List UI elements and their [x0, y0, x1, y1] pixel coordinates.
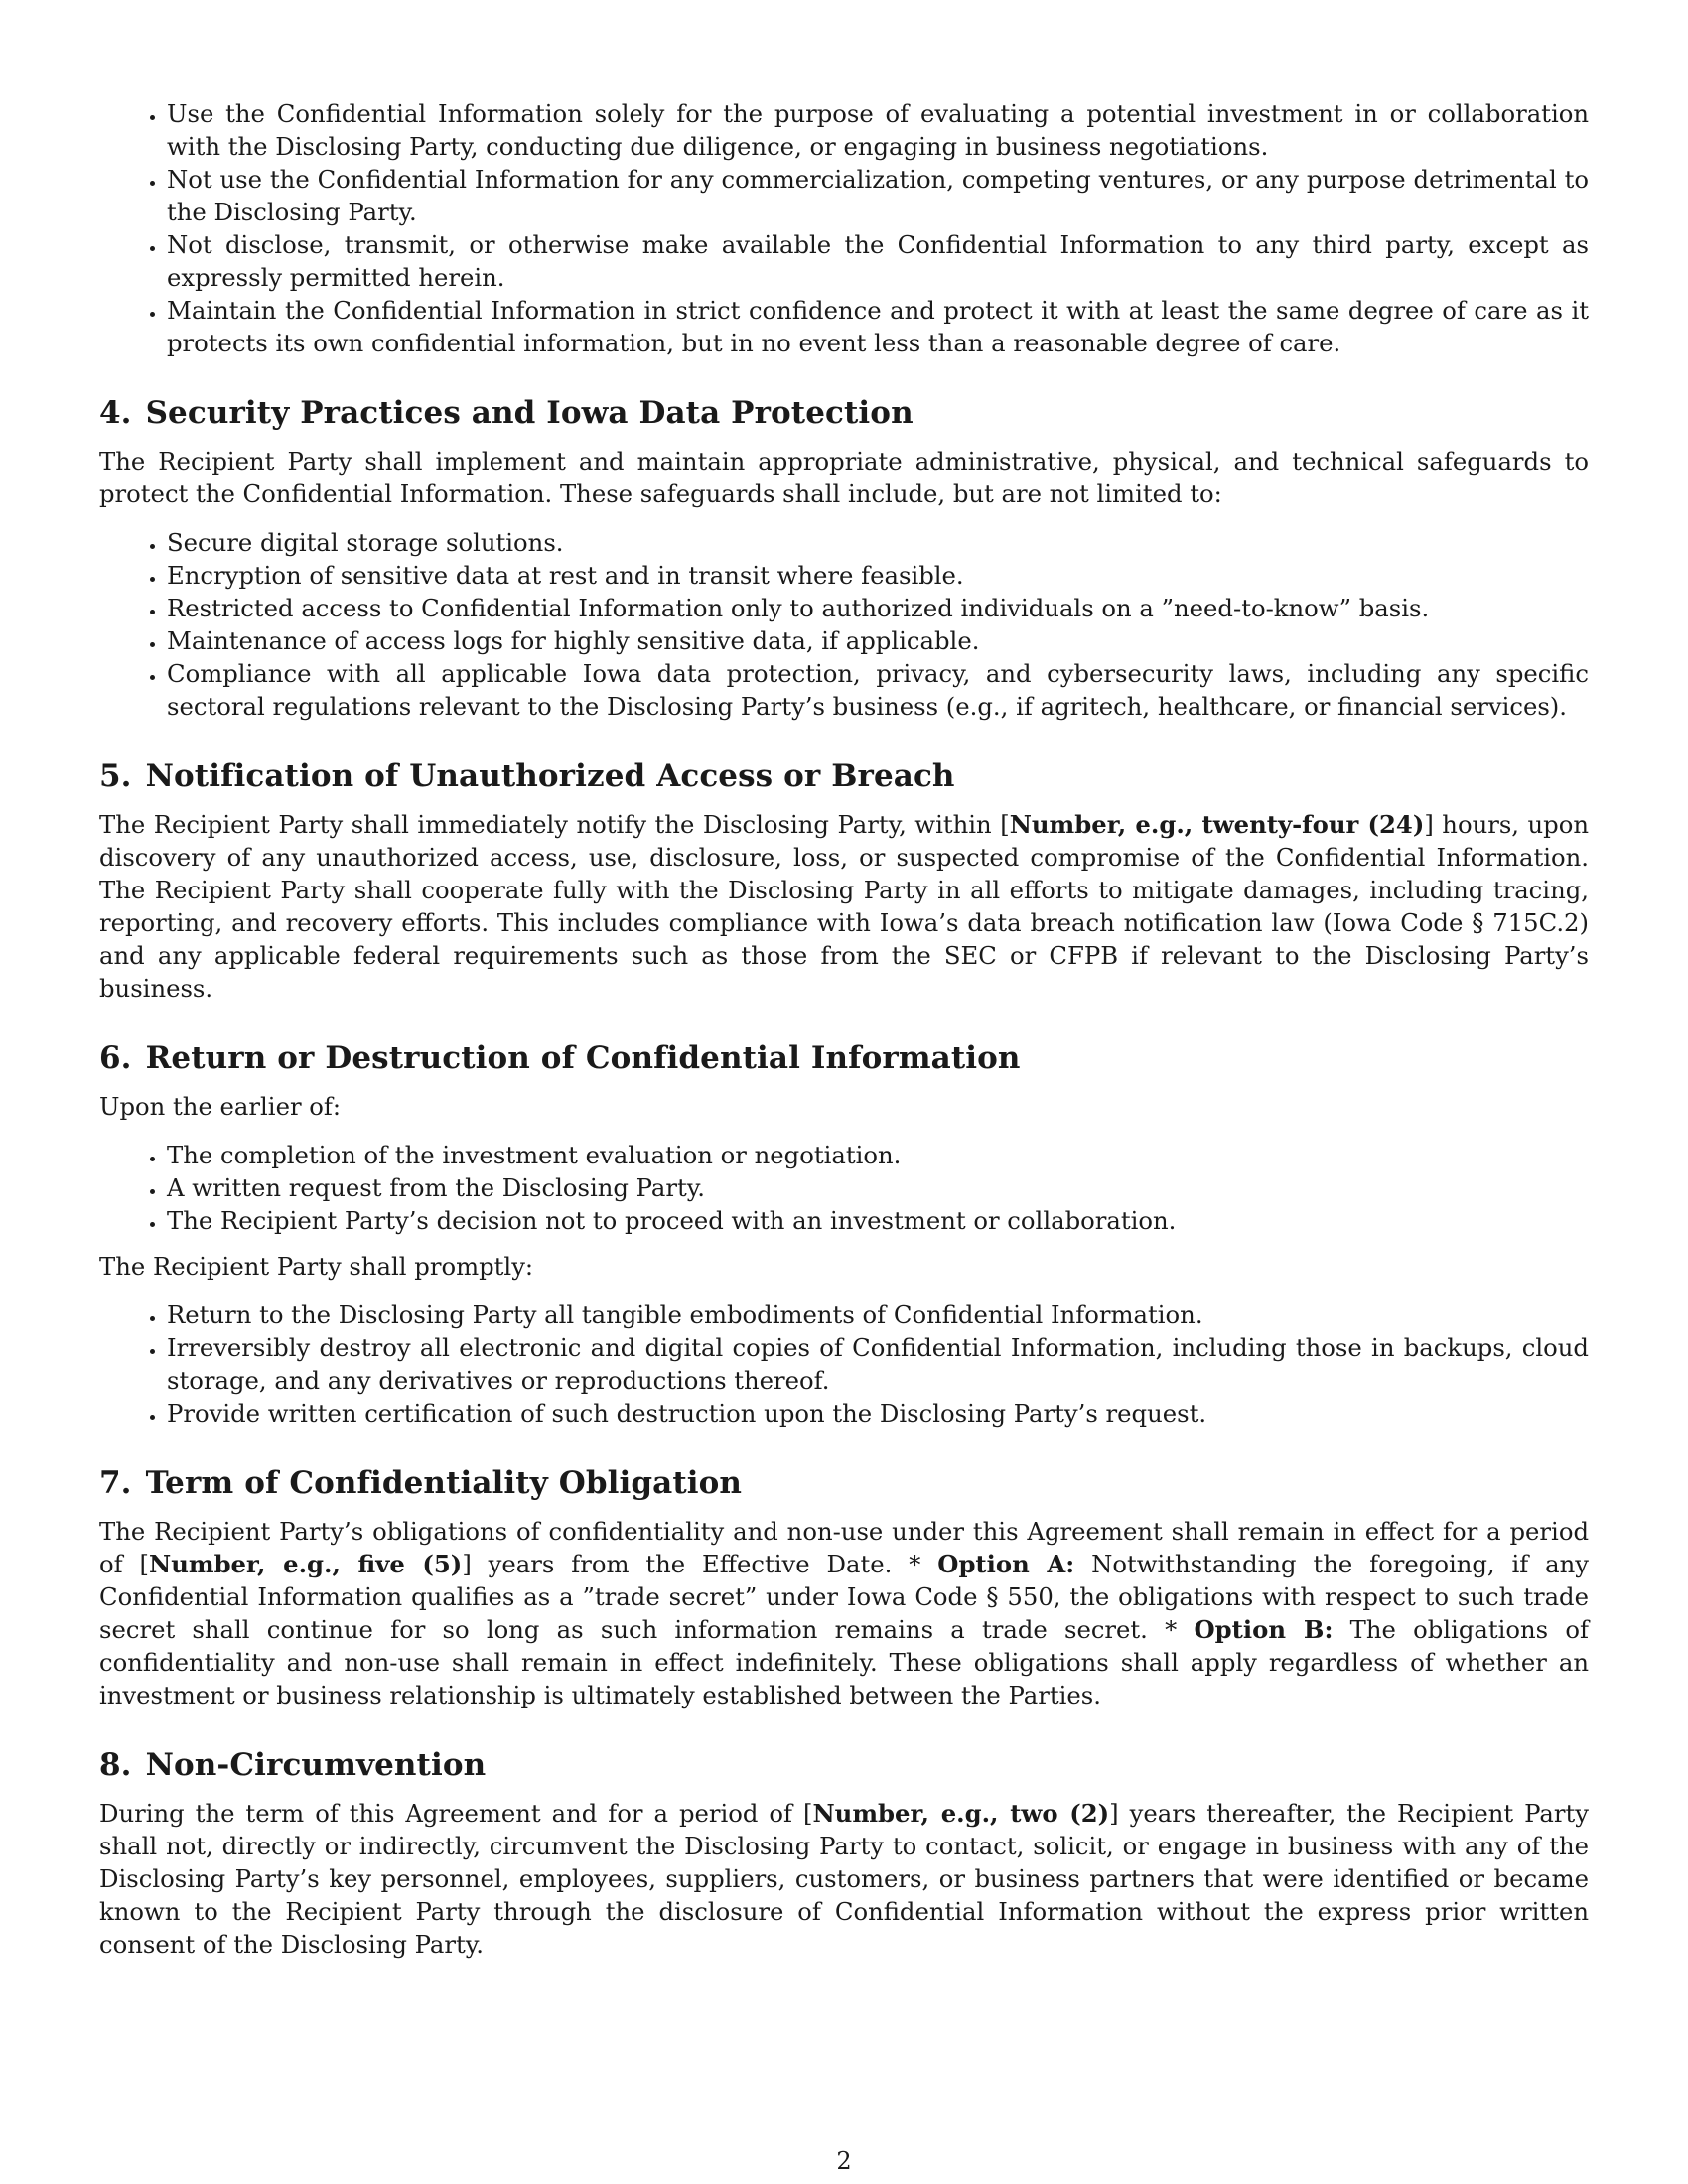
security-safeguards-list — [99, 526, 1589, 723]
section-7-body — [99, 1515, 1589, 1711]
placeholder-years: Number, e.g., five (5) — [148, 1550, 463, 1578]
section-title: Notification of Unauthorized Access or Breach — [145, 758, 955, 794]
body-text: The obligations of confidentiality and non-use shall remain in effect indefinitely. These obligations shall apply regardless of whether an investment or business relationship is ultimately established between the Parties. — [99, 1615, 1589, 1709]
section-8-body — [99, 1797, 1589, 1961]
placeholder-hours: Number, e.g., twenty-four (24) — [1009, 810, 1425, 839]
placeholder-years: Number, e.g., two (2) — [812, 1799, 1110, 1828]
section-4-heading — [99, 393, 1589, 433]
section-title: Security Practices and Iowa Data Protection — [145, 395, 914, 431]
section-number: 4. — [99, 395, 132, 431]
section-6-mid: The Recipient Party shall promptly: — [99, 1252, 534, 1281]
body-text: ] years from the Effective Date. * — [462, 1550, 938, 1578]
list-item: • A written request from the Disclosing Party. — [167, 1171, 1589, 1204]
body-text: The Recipient Party shall immediately notify the Disclosing Party, within [ — [99, 810, 1010, 839]
list-item: • Maintenance of access logs for highly sensitive data, if applicable. — [167, 624, 1589, 657]
list-item: • Restricted access to Confidential Information only to authorized individuals on a ”need-to-know” basis. — [167, 592, 1589, 624]
list-item: • Secure digital storage solutions. — [167, 526, 1589, 559]
section-title: Return or Destruction of Confidential Information — [145, 1040, 1021, 1076]
list-item: • The completion of the investment evaluation or negotiation. — [167, 1139, 1589, 1171]
section-5-body — [99, 808, 1589, 1005]
list-item: • Provide written certification of such destruction upon the Disclosing Party’s request. — [167, 1397, 1589, 1430]
section-7-heading — [99, 1463, 1589, 1503]
body-text: The Recipient Party’s obligations of confidentiality and non-use under this Agreement shall remain in effect for a period of [ — [99, 1517, 1589, 1578]
section-title: Term of Confidentiality Obligation — [145, 1465, 743, 1501]
section-title: Non-Circumvention — [145, 1747, 487, 1783]
obligations-list — [99, 97, 1589, 359]
section-number: 8. — [99, 1747, 132, 1783]
section-number: 5. — [99, 758, 132, 794]
section-number: 6. — [99, 1040, 132, 1076]
list-item: • Maintain the Confidential Information in strict confidence and protect it with at least the same degree of care as it protects its own confidential information, but in no event less than a reasonable degree of care. — [167, 294, 1589, 359]
list-item: • Use the Confidential Information solely for the purpose of evaluating a potential investment in or collaboration with the Disclosing Party, conducting due diligence, or engaging in business negotiations. — [167, 97, 1589, 163]
section-4-body: The Recipient Party shall implement and maintain appropriate administrative, physical, and technical safeguards to protect the Confidential Information. These safeguards shall include, but are not limited to: — [99, 447, 1589, 508]
page-number: 2 — [836, 2147, 852, 2175]
option-a-label: Option A: — [937, 1550, 1075, 1578]
list-item: • The Recipient Party’s decision not to proceed with an investment or collaboration. — [167, 1204, 1589, 1237]
list-item: • Not disclose, transmit, or otherwise make available the Confidential Information to any third party, except as expressly permitted herein. — [167, 228, 1589, 294]
return-actions-list — [99, 1298, 1589, 1430]
body-text: ] hours, upon discovery of any unauthorized access, use, disclosure, loss, or suspected compromise of the Confidential Information. The Recipient Party shall cooperate fully with the Disclosing Party in all efforts to mitigate damages, including tracing, reporting, and recovery efforts. This includes compliance with Iowa’s data breach notification law (Iowa Code § 715C.2) and any applicable federal requirements such as those from the SEC or CFPB if relevant to the Disclosing Party’s business. — [99, 810, 1589, 1003]
section-6-heading — [99, 1038, 1589, 1078]
body-text: ] years thereafter, the Recipient Party shall not, directly or indirectly, circumvent the Disclosing Party to contact, solicit, or engage in business with any of the Disclosing Party’s key personnel, employees, suppliers, customers, or business partners that were identified or became known to the Recipient Party through the disclosure of Confidential Information without the express prior written consent of the Disclosing Party. — [99, 1799, 1589, 1959]
section-number: 7. — [99, 1465, 132, 1501]
body-text: Notwithstanding the foregoing, if any Confidential Information qualifies as a ”trade secret” under Iowa Code § 550, the obligations with respect to such trade secret shall continue for so long as such information remains a trade secret. * — [99, 1550, 1590, 1644]
list-item: • Encryption of sensitive data at rest and in transit where feasible. — [167, 559, 1589, 592]
list-item: • Compliance with all applicable Iowa data protection, privacy, and cybersecurity laws, including any specific sectoral regulations relevant to the Disclosing Party’s business (e.g., if agritech, healthcare, or financial services). — [167, 657, 1589, 723]
section-8-heading — [99, 1745, 1589, 1785]
document-page — [99, 97, 1589, 1961]
list-item: • Not use the Confidential Information for any commercialization, competing ventures, or any purpose detrimental to the Disclosing Party. — [167, 163, 1589, 228]
section-6-intro: Upon the earlier of: — [99, 1092, 342, 1121]
section-5-heading — [99, 756, 1589, 796]
option-b-label: Option B: — [1194, 1615, 1334, 1644]
list-item: • Irreversibly destroy all electronic and digital copies of Confidential Information, including those in backups, cloud storage, and any derivatives or reproductions thereof. — [167, 1331, 1589, 1397]
body-text: During the term of this Agreement and for a period of [ — [99, 1799, 813, 1828]
trigger-events-list — [99, 1139, 1589, 1237]
list-item: • Return to the Disclosing Party all tangible embodiments of Confidential Information. — [167, 1298, 1589, 1331]
